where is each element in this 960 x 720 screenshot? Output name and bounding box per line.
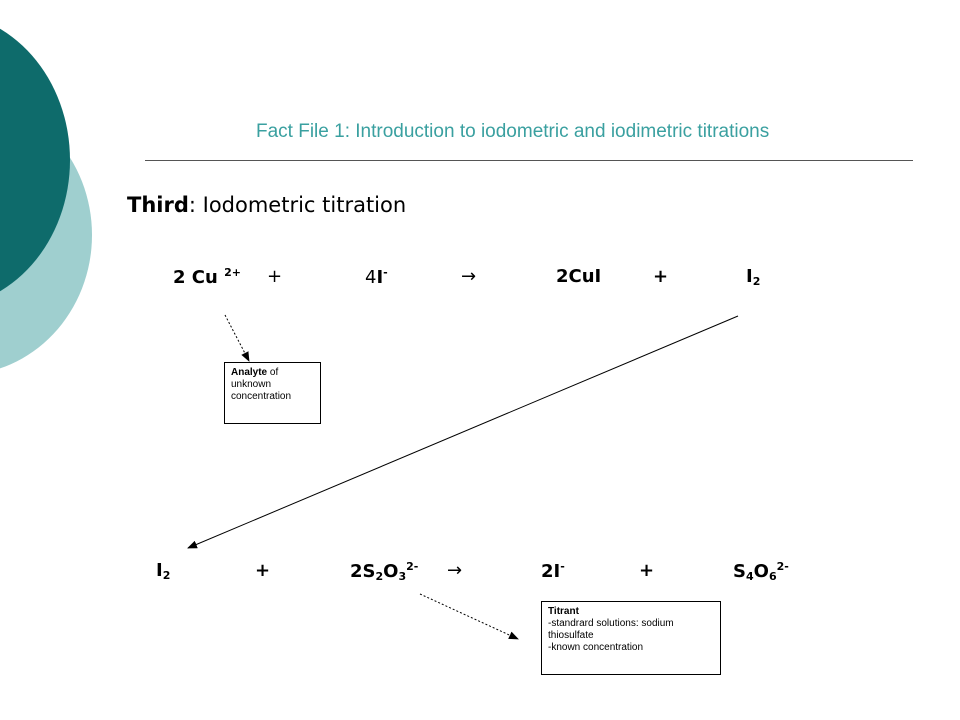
iodide-charge: -: [383, 266, 388, 279]
equation2-iodide: 2I-: [541, 560, 565, 582]
iodide-label: I: [376, 267, 384, 288]
analyte-bold: Analyte: [231, 367, 268, 378]
analyte-pointer-arrow: [225, 315, 249, 361]
subheading-rest: : Iodometric titration: [188, 193, 407, 217]
equation2-thiosulfate: $2S_2O_3^{2-}$: [350, 560, 419, 583]
analyte-rest: of unknown concentration: [231, 367, 292, 402]
equation1-product: 2CuI: [556, 266, 602, 287]
equation2-plus2: +: [639, 560, 655, 581]
iodide-coef: 4: [365, 267, 377, 288]
titrant-heading: Titrant: [548, 606, 579, 617]
titrant-line2: -known concentration: [548, 642, 644, 653]
subheading-bold: Third: [127, 193, 189, 217]
titrant-line1: -standrard solutions: sodium thiosulfate: [548, 618, 674, 641]
equation2-tetrathionate: $S_4O_6^{2-}$: [733, 560, 789, 583]
slide-title: Fact File 1: Introduction to iodometric and iodimetric titrations: [256, 121, 770, 142]
cu-charge: 2+: [224, 266, 241, 279]
equation1-arrow: →: [461, 266, 477, 287]
equation2-iodine: $I_2$: [156, 560, 171, 582]
iodine-transfer-arrow: [188, 316, 738, 548]
cu-label: 2 Cu: [173, 267, 218, 288]
equation1-plus2: +: [653, 266, 669, 287]
equation1-iodine: $I_2$: [746, 266, 761, 288]
titrant-pointer-arrow: [420, 594, 518, 639]
equation2-plus1: +: [255, 560, 271, 581]
equation2-arrow: →: [447, 560, 463, 581]
equation1-plus1: +: [267, 266, 283, 287]
